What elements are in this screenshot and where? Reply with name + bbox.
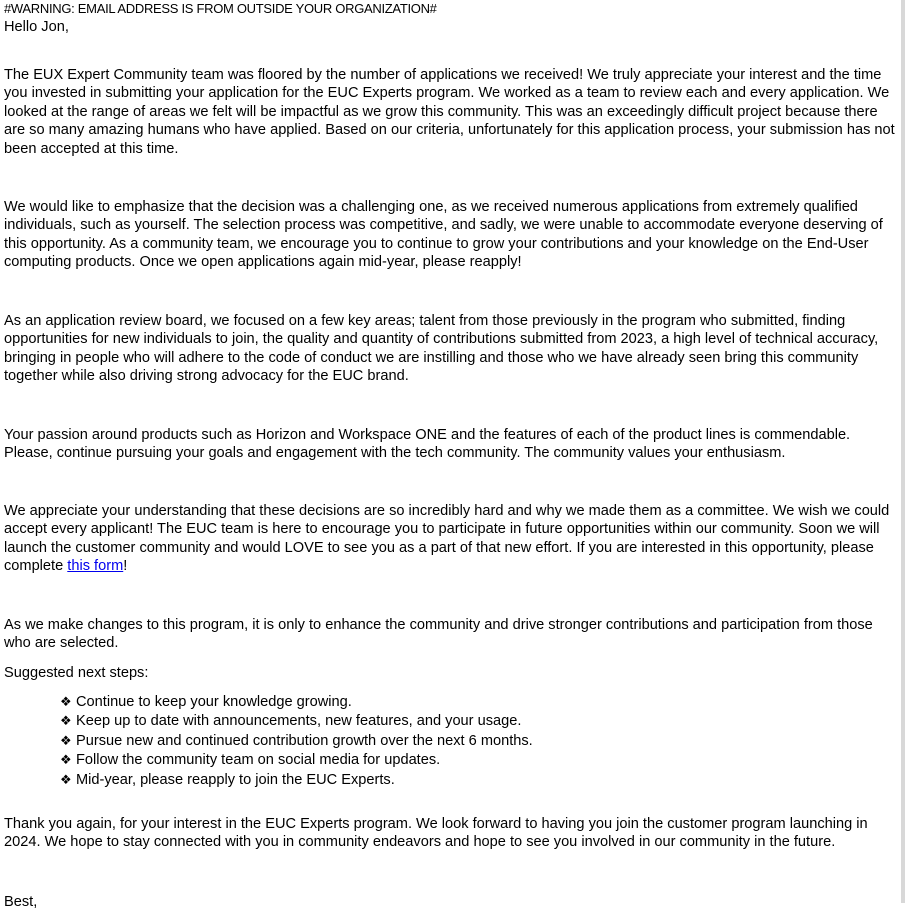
list-item <box>60 771 533 790</box>
closing-signoff: Best, <box>4 894 38 910</box>
list-item-text: Keep up to date with announcements, new features, and your usage. <box>76 713 522 730</box>
paragraph-thank-you: Thank you again, for your interest in the EUC Experts program. We look forward to having you join the customer program launching in 2024. We hope to stay connected with you in community endeavors and hope to see you involved in our community in the future. <box>4 816 868 851</box>
paragraph-intro: The EUX Expert Community team was floored by the number of applications we received! We truly appreciate your interest and the time you invested in submitting your application for the EUC Experts program. We worked as a team to review each and every application. We looked at the range of areas we felt will be impactful as we grow this community. This was an exceedingly difficult project because there are so many amazing humans who have applied. Based on our criteria, unfortunately for this application process, your submission has not been accepted at this time. <box>4 67 895 157</box>
list-item-text: Pursue new and continued contribution growth over the next 6 months. <box>76 732 533 749</box>
diamond-bullet-icon: ❖ <box>60 714 72 730</box>
greeting: Hello Jon, <box>4 19 69 35</box>
diamond-bullet-icon: ❖ <box>60 733 72 749</box>
form-link[interactable]: this form <box>67 558 124 575</box>
paragraph-text: We appreciate your understanding that these decisions are so incredibly hard and why we made them as a committee. We wish we could accept every applicant! The EUC team is here to encourage you to participate in future opportunities within our community. Soon we will launch the customer community and would LOVE to see you as a part of that new effort. If you are interested in this opportunity, please complete <box>4 503 890 575</box>
external-sender-warning: #WARNING: EMAIL ADDRESS IS FROM OUTSIDE YOUR ORGANIZATION# <box>4 1 437 16</box>
list-item <box>60 693 533 712</box>
diamond-bullet-icon: ❖ <box>60 772 72 788</box>
next-steps-list <box>60 693 533 790</box>
diamond-bullet-icon: ❖ <box>60 753 72 769</box>
diamond-bullet-icon: ❖ <box>60 695 72 710</box>
paragraph-decision: We would like to emphasize that the decision was a challenging one, as we received numerous applications from extremely qualified individuals, such as yourself. The selection process was competitive, and sadly, we were unable to accommodate everyone deserving of this opportunity. As a community team, we encourage you to continue to grow your contributions and your knowledge on the End-User computing products. Once we open applications again mid-year, please reapply! <box>4 199 883 271</box>
list-item <box>60 751 533 770</box>
list-item-text: Follow the community team on social media for updates. <box>76 752 441 769</box>
list-item <box>60 712 533 731</box>
paragraph-changes: As we make changes to this program, it is only to enhance the community and drive stronger contributions and participation from those who are selected. <box>4 617 873 652</box>
list-item-text: Mid-year, please reapply to join the EUC Experts. <box>76 771 395 788</box>
paragraph-passion: Your passion around products such as Horizon and Workspace ONE and the features of each of the product lines is commendable. Please, continue pursuing your goals and engagement with the tech community. The community values your enthusiasm. <box>4 427 851 462</box>
list-item-text: Continue to keep your knowledge growing. <box>76 694 352 710</box>
next-steps-heading: Suggested next steps: <box>4 665 149 681</box>
scrollbar-edge[interactable] <box>901 0 905 903</box>
paragraph-review-areas: As an application review board, we focused on a few key areas; talent from those previously in the program who submitted, finding opportunities for new individuals to join, the quality and quantity of contributions submitted from 2023, a high level of technical accuracy, bringing in people who will adhere to the code of conduct we are instilling and those who we have already seen bring this community together while also driving strong advocacy for the EUC brand. <box>4 313 879 385</box>
paragraph-customer-community <box>4 502 897 576</box>
list-item <box>60 732 533 751</box>
paragraph-text-end: ! <box>123 558 128 575</box>
